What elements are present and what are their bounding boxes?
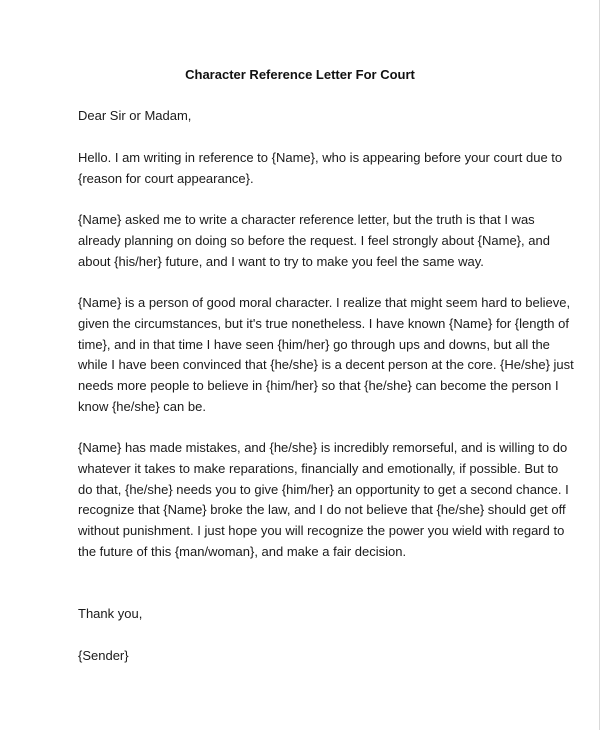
paragraph-2-line: about {his/her} future, and I want to try to make you feel the same way.	[78, 253, 484, 269]
letter-title: Character Reference Letter For Court	[185, 67, 415, 82]
paragraph-1	[78, 148, 563, 190]
paragraph-1-line: Hello. I am writing in reference to {Name}, who is appearing before your court due to	[78, 150, 563, 165]
sender-signature: {Sender}	[78, 648, 129, 663]
paragraph-4-line: {Name} has made mistakes, and {he/she} is incredibly remorseful, and is willing to do	[78, 440, 568, 455]
salutation: Dear Sir or Madam,	[78, 108, 192, 123]
paragraph-4-line: recognize that {Name} broke the law, and I do not believe that {he/she} should get off	[78, 502, 566, 518]
paragraph-4	[78, 438, 569, 563]
paragraph-3	[78, 293, 574, 418]
paragraph-3-line: needs more people to believe in {him/her} so that {he/she} can become the person I	[78, 378, 559, 394]
paragraph-2-line: already planning on doing so before the request. I feel strongly about {Name}, and	[78, 232, 550, 248]
paragraph-3-line: know {he/she} can be.	[78, 398, 206, 414]
paragraph-2	[78, 210, 548, 272]
paragraph-3-line: while I have been convinced that {he/she} is a decent person at the core. {He/she} just	[78, 357, 574, 373]
paragraph-4-line: do that, {he/she} needs you to give {him/her} an opportunity to get a second chance. I	[78, 481, 569, 497]
paragraph-3-line: time}, and in that time I have seen {him/her} go through ups and downs, but all the	[78, 336, 550, 352]
paragraph-1-line: {reason for court appearance}.	[78, 170, 254, 186]
paragraph-3-line: {Name} is a person of good moral character. I realize that might seem hard to believe,	[78, 295, 571, 310]
paragraph-4-line: whatever it takes to make reparations, financially and emotionally, if possible. But to	[78, 460, 559, 476]
paragraph-2-line: {Name} asked me to write a character reference letter, but the truth is that I was	[78, 212, 535, 227]
paragraph-4-line: the future of this {man/woman}, and make a fair decision.	[78, 543, 407, 559]
closing: Thank you,	[78, 606, 143, 621]
paragraph-3-line: given the circumstances, but it's true nonetheless. I have known {Name} for {length of	[78, 315, 569, 331]
paragraph-4-line: without punishment. I just hope you will recognize the power you wield with regard to	[78, 523, 565, 539]
